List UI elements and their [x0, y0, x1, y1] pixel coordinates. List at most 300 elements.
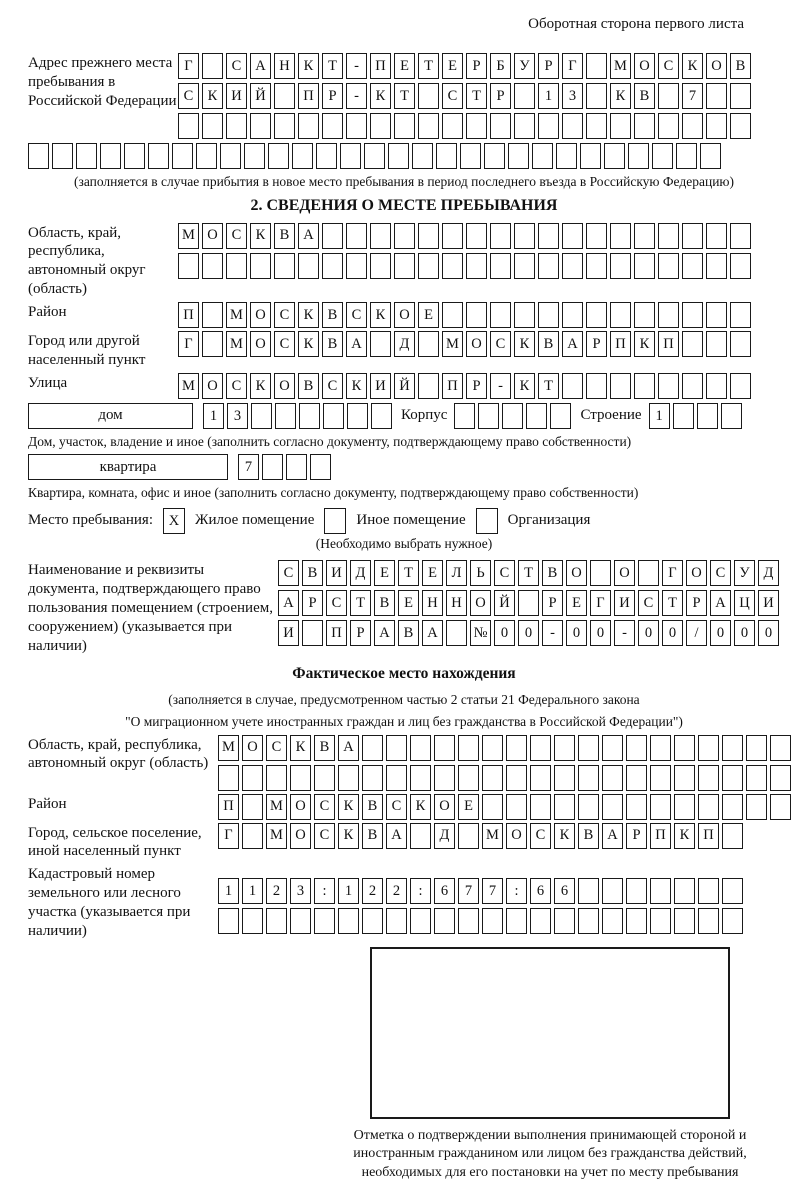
char-box[interactable] — [602, 735, 623, 761]
char-box[interactable]: С — [266, 735, 287, 761]
char-box[interactable]: В — [302, 560, 323, 586]
checkbox-dwelling[interactable]: X — [163, 508, 185, 534]
char-box[interactable]: Р — [542, 590, 563, 616]
char-box[interactable] — [650, 908, 671, 934]
char-box[interactable] — [242, 794, 263, 820]
char-box[interactable] — [538, 113, 559, 139]
char-box[interactable] — [514, 223, 535, 249]
char-box[interactable]: 0 — [638, 620, 659, 646]
char-box[interactable]: О — [290, 823, 311, 849]
char-box[interactable]: А — [338, 735, 359, 761]
apartment-type-box[interactable]: квартира — [28, 454, 228, 480]
char-box[interactable]: / — [686, 620, 707, 646]
char-box[interactable]: К — [290, 735, 311, 761]
char-box[interactable] — [506, 908, 527, 934]
char-box[interactable] — [482, 765, 503, 791]
char-box[interactable] — [434, 908, 455, 934]
char-box[interactable]: О — [434, 794, 455, 820]
char-box[interactable]: К — [250, 373, 271, 399]
char-box[interactable]: Б — [490, 53, 511, 79]
char-box[interactable]: Е — [398, 590, 419, 616]
char-box[interactable]: М — [178, 373, 199, 399]
char-box[interactable] — [442, 253, 463, 279]
char-box[interactable] — [338, 908, 359, 934]
char-box[interactable]: 6 — [530, 878, 551, 904]
char-box[interactable]: Р — [626, 823, 647, 849]
char-box[interactable]: К — [610, 83, 631, 109]
char-box[interactable] — [226, 253, 247, 279]
char-box[interactable]: С — [314, 794, 335, 820]
char-box[interactable] — [628, 143, 649, 169]
char-box[interactable] — [370, 223, 391, 249]
char-box[interactable]: Р — [586, 331, 607, 357]
char-box[interactable]: В — [398, 620, 419, 646]
char-box[interactable] — [266, 765, 287, 791]
char-box[interactable]: П — [178, 302, 199, 328]
char-box[interactable]: У — [734, 560, 755, 586]
char-box[interactable] — [634, 253, 655, 279]
char-box[interactable]: О — [506, 823, 527, 849]
char-box[interactable]: : — [314, 878, 335, 904]
char-box[interactable] — [658, 113, 679, 139]
char-box[interactable] — [340, 143, 361, 169]
char-box[interactable]: Т — [418, 53, 439, 79]
char-box[interactable] — [434, 765, 455, 791]
char-box[interactable] — [698, 765, 719, 791]
char-box[interactable] — [362, 765, 383, 791]
char-box[interactable]: 7 — [238, 454, 259, 480]
char-box[interactable] — [550, 403, 571, 429]
char-box[interactable] — [250, 113, 271, 139]
char-box[interactable] — [538, 223, 559, 249]
char-box[interactable] — [346, 253, 367, 279]
char-box[interactable] — [172, 143, 193, 169]
char-box[interactable] — [658, 302, 679, 328]
char-box[interactable]: Т — [518, 560, 539, 586]
char-box[interactable]: - — [490, 373, 511, 399]
char-box[interactable]: Р — [466, 373, 487, 399]
char-box[interactable]: А — [602, 823, 623, 849]
char-box[interactable] — [610, 253, 631, 279]
char-box[interactable] — [436, 143, 457, 169]
char-box[interactable] — [770, 765, 791, 791]
char-box[interactable]: П — [650, 823, 671, 849]
char-box[interactable] — [418, 253, 439, 279]
char-box[interactable]: О — [290, 794, 311, 820]
char-box[interactable] — [634, 113, 655, 139]
char-box[interactable]: К — [674, 823, 695, 849]
char-box[interactable] — [730, 302, 751, 328]
char-box[interactable]: Р — [466, 53, 487, 79]
char-box[interactable]: П — [698, 823, 719, 849]
char-box[interactable]: Г — [178, 53, 199, 79]
char-box[interactable]: М — [218, 735, 239, 761]
char-box[interactable] — [322, 253, 343, 279]
char-box[interactable] — [580, 143, 601, 169]
char-box[interactable] — [394, 253, 415, 279]
char-box[interactable] — [626, 735, 647, 761]
char-box[interactable] — [706, 253, 727, 279]
char-box[interactable] — [323, 403, 344, 429]
char-box[interactable]: Е — [566, 590, 587, 616]
char-box[interactable] — [290, 908, 311, 934]
char-box[interactable] — [242, 823, 263, 849]
char-box[interactable] — [458, 765, 479, 791]
char-box[interactable]: И — [226, 83, 247, 109]
char-box[interactable] — [586, 253, 607, 279]
char-box[interactable] — [650, 878, 671, 904]
char-box[interactable]: 0 — [494, 620, 515, 646]
char-box[interactable] — [697, 403, 718, 429]
char-box[interactable] — [610, 113, 631, 139]
char-box[interactable]: С — [386, 794, 407, 820]
char-box[interactable] — [610, 302, 631, 328]
char-box[interactable] — [310, 454, 331, 480]
char-box[interactable] — [746, 794, 767, 820]
char-box[interactable] — [506, 794, 527, 820]
char-box[interactable] — [586, 373, 607, 399]
char-box[interactable]: К — [298, 53, 319, 79]
char-box[interactable]: С — [442, 83, 463, 109]
char-box[interactable] — [658, 373, 679, 399]
char-box[interactable] — [202, 253, 223, 279]
char-box[interactable] — [626, 908, 647, 934]
char-box[interactable]: А — [250, 53, 271, 79]
char-box[interactable]: А — [422, 620, 443, 646]
char-box[interactable] — [410, 735, 431, 761]
char-box[interactable]: В — [362, 794, 383, 820]
char-box[interactable]: О — [466, 331, 487, 357]
char-box[interactable]: О — [634, 53, 655, 79]
char-box[interactable]: - — [614, 620, 635, 646]
char-box[interactable] — [698, 878, 719, 904]
char-box[interactable]: Т — [398, 560, 419, 586]
char-box[interactable] — [586, 223, 607, 249]
char-box[interactable] — [506, 735, 527, 761]
char-box[interactable] — [275, 403, 296, 429]
char-box[interactable]: 1 — [218, 878, 239, 904]
char-box[interactable]: К — [554, 823, 575, 849]
char-box[interactable] — [490, 223, 511, 249]
char-box[interactable] — [202, 331, 223, 357]
char-box[interactable] — [610, 373, 631, 399]
char-box[interactable] — [722, 908, 743, 934]
char-box[interactable] — [706, 302, 727, 328]
char-box[interactable]: И — [326, 560, 347, 586]
char-box[interactable]: С — [274, 302, 295, 328]
char-box[interactable]: И — [278, 620, 299, 646]
char-box[interactable] — [730, 253, 751, 279]
char-box[interactable] — [298, 113, 319, 139]
char-box[interactable]: М — [266, 794, 287, 820]
char-box[interactable] — [602, 765, 623, 791]
char-box[interactable]: С — [638, 590, 659, 616]
char-box[interactable] — [698, 735, 719, 761]
char-box[interactable]: Р — [686, 590, 707, 616]
char-box[interactable]: Г — [662, 560, 683, 586]
char-box[interactable] — [202, 302, 223, 328]
char-box[interactable]: 0 — [518, 620, 539, 646]
char-box[interactable] — [514, 253, 535, 279]
char-box[interactable]: В — [542, 560, 563, 586]
char-box[interactable]: № — [470, 620, 491, 646]
char-box[interactable] — [251, 403, 272, 429]
checkbox-organization[interactable] — [476, 508, 498, 534]
char-box[interactable] — [530, 794, 551, 820]
char-box[interactable]: Д — [434, 823, 455, 849]
char-box[interactable] — [370, 113, 391, 139]
char-box[interactable] — [770, 794, 791, 820]
char-box[interactable] — [370, 253, 391, 279]
char-box[interactable] — [698, 794, 719, 820]
char-box[interactable]: Е — [374, 560, 395, 586]
char-box[interactable] — [314, 908, 335, 934]
char-box[interactable]: Т — [538, 373, 559, 399]
char-box[interactable] — [578, 765, 599, 791]
char-box[interactable] — [562, 253, 583, 279]
char-box[interactable] — [410, 823, 431, 849]
char-box[interactable]: Л — [446, 560, 467, 586]
char-box[interactable]: Е — [422, 560, 443, 586]
char-box[interactable] — [490, 113, 511, 139]
char-box[interactable]: М — [266, 823, 287, 849]
char-box[interactable] — [302, 620, 323, 646]
char-box[interactable] — [502, 403, 523, 429]
char-box[interactable] — [722, 765, 743, 791]
char-box[interactable] — [586, 83, 607, 109]
char-box[interactable] — [538, 253, 559, 279]
char-box[interactable] — [554, 794, 575, 820]
char-box[interactable]: 2 — [362, 878, 383, 904]
char-box[interactable]: О — [202, 373, 223, 399]
char-box[interactable]: В — [322, 331, 343, 357]
char-box[interactable] — [578, 878, 599, 904]
char-box[interactable]: С — [226, 373, 247, 399]
char-box[interactable] — [604, 143, 625, 169]
char-box[interactable]: Е — [458, 794, 479, 820]
char-box[interactable] — [274, 253, 295, 279]
char-box[interactable]: 7 — [682, 83, 703, 109]
char-box[interactable]: В — [634, 83, 655, 109]
char-box[interactable] — [730, 223, 751, 249]
char-box[interactable]: С — [710, 560, 731, 586]
char-box[interactable] — [706, 331, 727, 357]
char-box[interactable] — [638, 560, 659, 586]
char-box[interactable]: К — [514, 331, 535, 357]
char-box[interactable] — [706, 373, 727, 399]
char-box[interactable] — [286, 454, 307, 480]
char-box[interactable]: Й — [494, 590, 515, 616]
char-box[interactable] — [418, 83, 439, 109]
char-box[interactable]: Н — [274, 53, 295, 79]
char-box[interactable]: Г — [218, 823, 239, 849]
char-box[interactable]: Р — [490, 83, 511, 109]
char-box[interactable]: А — [298, 223, 319, 249]
char-box[interactable] — [394, 223, 415, 249]
char-box[interactable] — [518, 590, 539, 616]
char-box[interactable] — [554, 765, 575, 791]
char-box[interactable] — [562, 373, 583, 399]
char-box[interactable] — [458, 908, 479, 934]
char-box[interactable] — [466, 253, 487, 279]
char-box[interactable] — [590, 560, 611, 586]
char-box[interactable] — [682, 223, 703, 249]
char-box[interactable]: Е — [394, 53, 415, 79]
char-box[interactable]: В — [274, 223, 295, 249]
char-box[interactable] — [418, 373, 439, 399]
char-box[interactable]: П — [218, 794, 239, 820]
char-box[interactable] — [730, 83, 751, 109]
char-box[interactable] — [314, 765, 335, 791]
char-box[interactable] — [370, 331, 391, 357]
char-box[interactable] — [706, 223, 727, 249]
char-box[interactable] — [274, 83, 295, 109]
char-box[interactable] — [722, 823, 743, 849]
char-box[interactable] — [586, 53, 607, 79]
house-type-box[interactable]: дом — [28, 403, 193, 429]
char-box[interactable] — [706, 83, 727, 109]
char-box[interactable]: 0 — [662, 620, 683, 646]
char-box[interactable] — [490, 253, 511, 279]
char-box[interactable]: - — [542, 620, 563, 646]
char-box[interactable] — [634, 302, 655, 328]
char-box[interactable]: 1 — [649, 403, 670, 429]
char-box[interactable] — [250, 253, 271, 279]
char-box[interactable]: С — [314, 823, 335, 849]
char-box[interactable] — [268, 143, 289, 169]
char-box[interactable]: 1 — [338, 878, 359, 904]
char-box[interactable] — [52, 143, 73, 169]
char-box[interactable]: О — [394, 302, 415, 328]
char-box[interactable] — [218, 765, 239, 791]
char-box[interactable]: О — [274, 373, 295, 399]
char-box[interactable]: Д — [394, 331, 415, 357]
char-box[interactable] — [410, 765, 431, 791]
char-box[interactable] — [676, 143, 697, 169]
char-box[interactable] — [674, 908, 695, 934]
char-box[interactable]: О — [250, 302, 271, 328]
char-box[interactable]: С — [530, 823, 551, 849]
char-box[interactable]: Т — [350, 590, 371, 616]
char-box[interactable] — [730, 113, 751, 139]
char-box[interactable]: К — [250, 223, 271, 249]
char-box[interactable]: К — [202, 83, 223, 109]
char-box[interactable]: Е — [442, 53, 463, 79]
char-box[interactable]: М — [178, 223, 199, 249]
char-box[interactable]: А — [386, 823, 407, 849]
char-box[interactable]: О — [566, 560, 587, 586]
char-box[interactable] — [602, 878, 623, 904]
char-box[interactable]: П — [610, 331, 631, 357]
char-box[interactable]: М — [226, 331, 247, 357]
char-box[interactable]: В — [362, 823, 383, 849]
char-box[interactable]: 6 — [554, 878, 575, 904]
char-box[interactable] — [412, 143, 433, 169]
char-box[interactable] — [682, 113, 703, 139]
char-box[interactable] — [658, 253, 679, 279]
char-box[interactable] — [178, 113, 199, 139]
char-box[interactable]: 7 — [482, 878, 503, 904]
char-box[interactable]: Т — [322, 53, 343, 79]
char-box[interactable] — [386, 908, 407, 934]
char-box[interactable]: 0 — [566, 620, 587, 646]
char-box[interactable]: 7 — [458, 878, 479, 904]
char-box[interactable]: К — [410, 794, 431, 820]
char-box[interactable] — [770, 735, 791, 761]
char-box[interactable]: Р — [350, 620, 371, 646]
char-box[interactable] — [532, 143, 553, 169]
char-box[interactable] — [634, 223, 655, 249]
char-box[interactable] — [316, 143, 337, 169]
char-box[interactable] — [28, 143, 49, 169]
char-box[interactable]: : — [506, 878, 527, 904]
char-box[interactable]: 6 — [434, 878, 455, 904]
char-box[interactable] — [682, 331, 703, 357]
char-box[interactable]: К — [338, 823, 359, 849]
char-box[interactable] — [722, 794, 743, 820]
char-box[interactable] — [298, 253, 319, 279]
char-box[interactable] — [266, 908, 287, 934]
char-box[interactable] — [562, 113, 583, 139]
char-box[interactable] — [290, 765, 311, 791]
char-box[interactable]: Ц — [734, 590, 755, 616]
char-box[interactable] — [490, 302, 511, 328]
char-box[interactable] — [674, 765, 695, 791]
char-box[interactable]: 0 — [590, 620, 611, 646]
char-box[interactable]: К — [514, 373, 535, 399]
char-box[interactable]: 0 — [734, 620, 755, 646]
char-box[interactable]: У — [514, 53, 535, 79]
char-box[interactable]: И — [370, 373, 391, 399]
char-box[interactable]: Д — [758, 560, 779, 586]
char-box[interactable] — [434, 735, 455, 761]
char-box[interactable] — [658, 83, 679, 109]
char-box[interactable]: Г — [178, 331, 199, 357]
char-box[interactable] — [634, 373, 655, 399]
char-box[interactable] — [124, 143, 145, 169]
char-box[interactable]: Д — [350, 560, 371, 586]
char-box[interactable]: 2 — [266, 878, 287, 904]
char-box[interactable]: А — [710, 590, 731, 616]
char-box[interactable] — [394, 113, 415, 139]
char-box[interactable] — [700, 143, 721, 169]
char-box[interactable]: В — [538, 331, 559, 357]
char-box[interactable]: К — [298, 302, 319, 328]
char-box[interactable] — [650, 765, 671, 791]
char-box[interactable] — [202, 113, 223, 139]
char-box[interactable] — [454, 403, 475, 429]
char-box[interactable]: В — [314, 735, 335, 761]
char-box[interactable] — [418, 223, 439, 249]
char-box[interactable] — [673, 403, 694, 429]
char-box[interactable]: - — [346, 83, 367, 109]
char-box[interactable]: К — [682, 53, 703, 79]
char-box[interactable] — [530, 735, 551, 761]
char-box[interactable] — [362, 908, 383, 934]
char-box[interactable] — [682, 373, 703, 399]
char-box[interactable] — [554, 735, 575, 761]
char-box[interactable]: 1 — [242, 878, 263, 904]
char-box[interactable]: 2 — [386, 878, 407, 904]
char-box[interactable] — [482, 794, 503, 820]
char-box[interactable]: С — [278, 560, 299, 586]
char-box[interactable]: М — [482, 823, 503, 849]
char-box[interactable] — [220, 143, 241, 169]
char-box[interactable]: 3 — [562, 83, 583, 109]
char-box[interactable] — [196, 143, 217, 169]
char-box[interactable] — [371, 403, 392, 429]
checkbox-other-premises[interactable] — [324, 508, 346, 534]
